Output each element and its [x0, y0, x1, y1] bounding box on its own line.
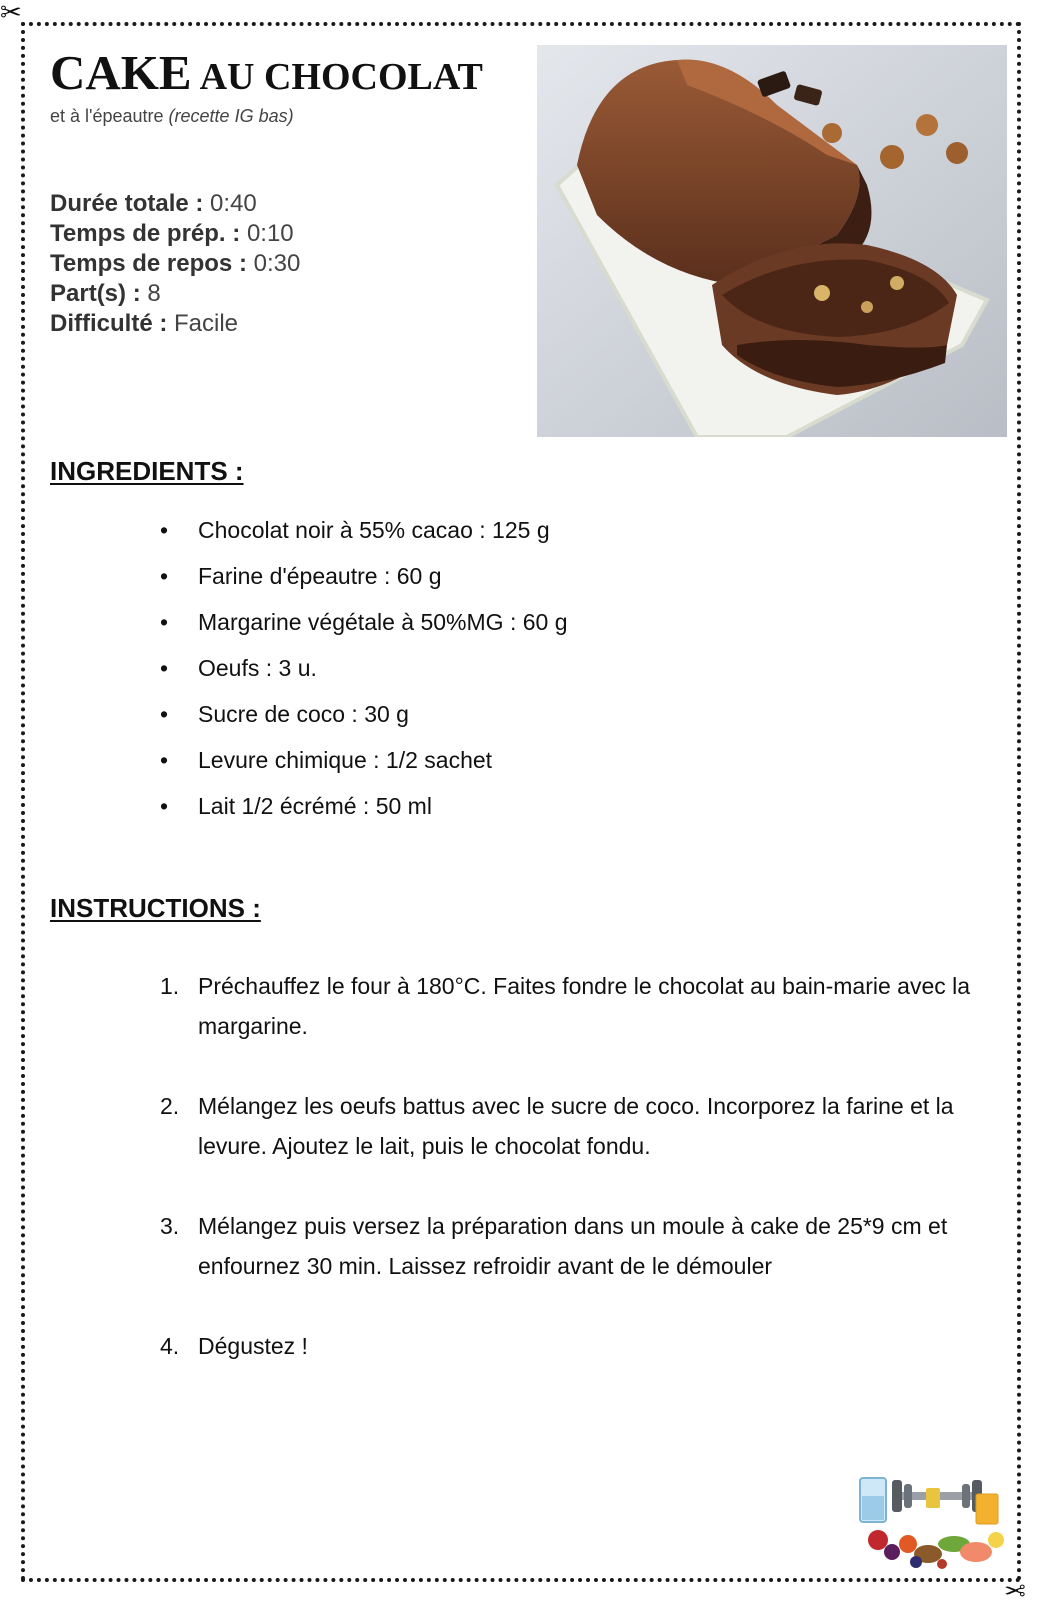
- step-number: 4.: [160, 1333, 180, 1359]
- ingredient-text: Lait 1/2 écrémé : 50 ml: [198, 793, 432, 819]
- meta-row: [50, 279, 300, 309]
- recipe-title: [50, 45, 483, 100]
- meta-label: Temps de repos :: [50, 250, 247, 277]
- bullet-icon: •: [160, 655, 169, 681]
- step-text: Mélangez puis versez la préparation dans un moule à cake de 25*9 cm et enfournez 30 min. Laissez refroidir avant de le démouler: [198, 1213, 948, 1279]
- meta-label: Temps de prép. :: [50, 220, 241, 247]
- meta-value: 0:10: [246, 220, 294, 247]
- ingredient-text: Oeufs : 3 u.: [198, 655, 317, 681]
- meta-label: Durée totale :: [50, 190, 204, 217]
- meta-label: Difficulté :: [50, 310, 168, 337]
- scissors-icon: ✂: [1004, 1574, 1026, 1604]
- bullet-icon: •: [160, 517, 169, 543]
- ingredient-text: Farine d'épeautre : 60 g: [198, 563, 442, 589]
- bullet-icon: •: [160, 701, 169, 727]
- ingredient-text: Chocolat noir à 55% cacao : 125 g: [198, 517, 550, 543]
- ingredient-text: Levure chimique : 1/2 sachet: [198, 747, 493, 773]
- instruction-step: [160, 1206, 1005, 1286]
- instructions-heading: INSTRUCTIONS :: [50, 893, 261, 923]
- step-number: 1.: [160, 973, 180, 999]
- meta-label: Part(s) :: [50, 280, 141, 307]
- ingredients-list: [160, 517, 567, 839]
- step-text: Dégustez !: [198, 1333, 308, 1359]
- bullet-icon: •: [160, 793, 169, 819]
- ingredient-text: Sucre de coco : 30 g: [198, 701, 409, 727]
- ingredients-heading: INGREDIENTS :: [50, 456, 244, 486]
- meta-row: [50, 189, 300, 219]
- recipe-subtitle: [50, 106, 294, 127]
- ingredient-item: [160, 793, 567, 839]
- meta-value: Facile: [174, 310, 239, 337]
- scissors-icon: ✂: [0, 0, 22, 28]
- recipe-title-main: CAKE: [50, 45, 192, 100]
- ingredient-item: [160, 609, 567, 655]
- instructions-list: [160, 966, 1005, 1406]
- meta-row: [50, 309, 300, 339]
- chocolate-cake-photo: [537, 45, 1007, 437]
- meta-row: [50, 219, 300, 249]
- subtitle-italic: (recette IG bas): [168, 106, 294, 126]
- meta-value: 0:30: [253, 250, 301, 277]
- step-text: Mélangez les oeufs battus avec le sucre de coco. Incorporez la farine et la levure. Ajoutez le lait, puis le chocolat fondu.: [198, 1093, 954, 1159]
- ingredient-item: [160, 517, 567, 563]
- ingredient-item: [160, 655, 567, 701]
- instruction-step: [160, 1326, 1005, 1366]
- meta-value: 8: [147, 280, 161, 307]
- meta-row: [50, 249, 300, 279]
- bullet-icon: •: [160, 609, 169, 635]
- ingredient-item: [160, 747, 567, 793]
- bullet-icon: •: [160, 747, 169, 773]
- ingredient-text: Margarine végétale à 50%MG : 60 g: [198, 609, 568, 635]
- healthy-food-fitness-logo: [858, 1470, 1006, 1570]
- step-number: 2.: [160, 1093, 180, 1119]
- instruction-step: [160, 966, 1005, 1046]
- step-text: Préchauffez le four à 180°C. Faites fondre le chocolat au bain-marie avec la margarine.: [198, 973, 971, 1039]
- ingredient-item: [160, 563, 567, 609]
- recipe-meta: [50, 189, 300, 339]
- step-number: 3.: [160, 1213, 180, 1239]
- ingredient-item: [160, 701, 567, 747]
- bullet-icon: •: [160, 563, 169, 589]
- instruction-step: [160, 1086, 1005, 1166]
- recipe-title-rest: AU CHOCOLAT: [199, 56, 483, 98]
- subtitle-plain: et à l'épeautre: [50, 106, 164, 126]
- meta-value: 0:40: [210, 190, 257, 217]
